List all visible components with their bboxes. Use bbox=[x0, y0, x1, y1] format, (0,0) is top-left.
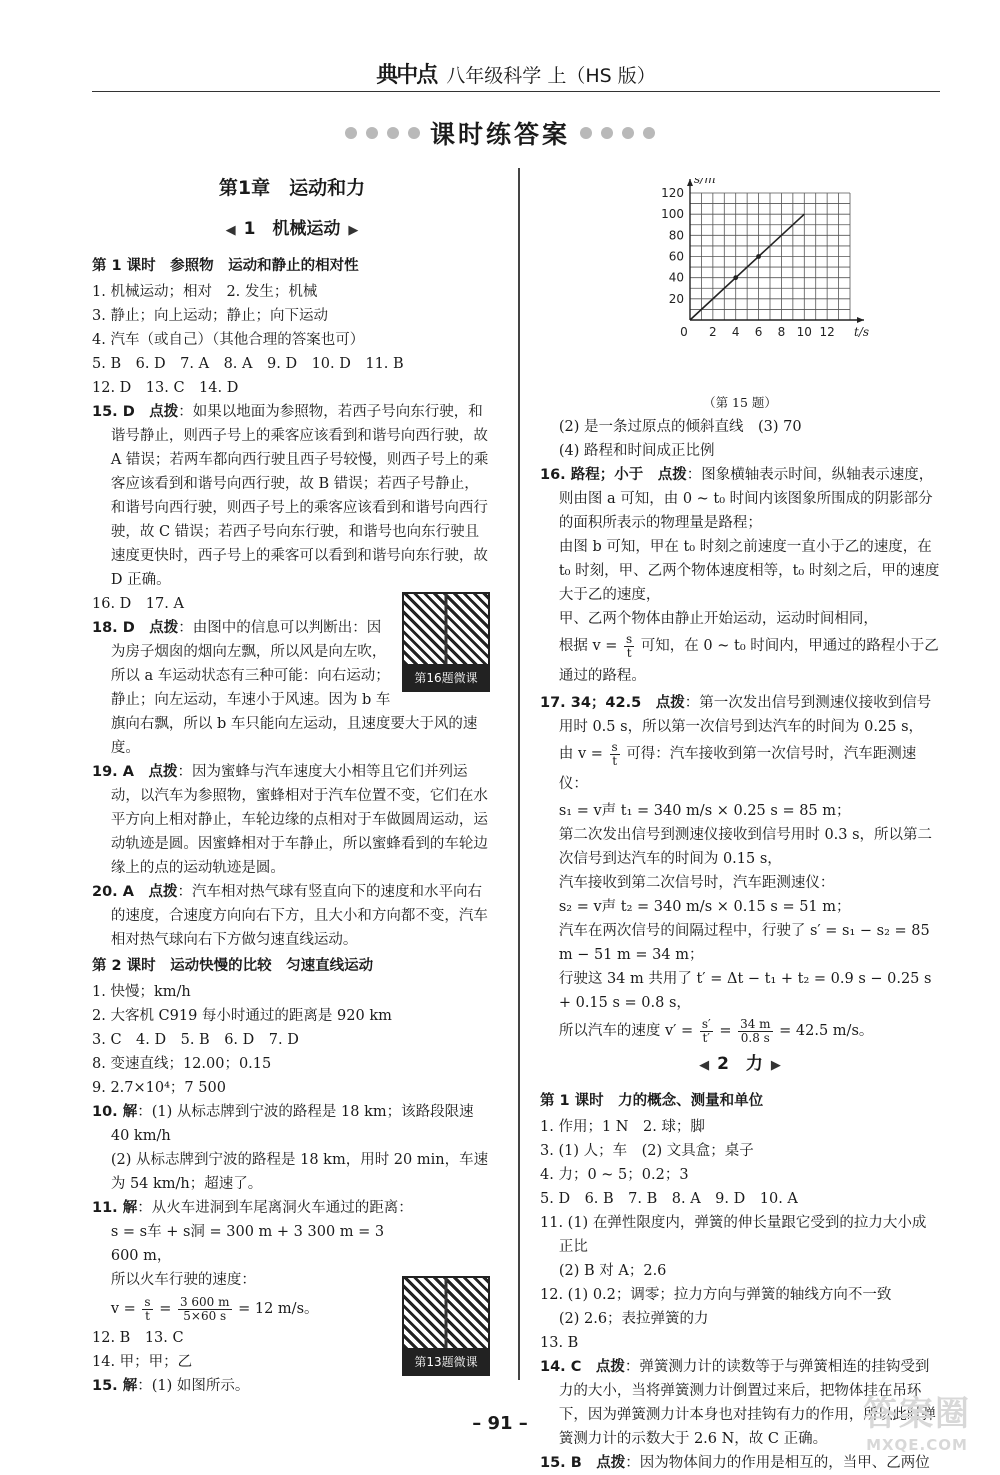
section-name: 力 bbox=[745, 1054, 763, 1074]
x-axis-label: t/s bbox=[854, 325, 870, 339]
left-arrow-icon: ◀ bbox=[699, 1058, 710, 1073]
y-tick-label: 100 bbox=[661, 207, 684, 222]
brand-logo: 典中点 bbox=[376, 63, 437, 88]
answer-line: 所以火车行驶的速度： bbox=[110, 1272, 256, 1288]
answer-text: ：弹簧测力计的读数等于与弹簧相连的挂钩受到力的大小，当将弹簧测力计倒置过来后，把物体挂在吊环下，因为弹簧测力计本身也对挂钩有力的作用，所以此时弹簧测力计的示数大于 2.6 N，故 C 正确。 bbox=[558, 1359, 936, 1447]
question-number: 20. A bbox=[92, 884, 134, 900]
answer-text: ：如果以地面为参照物，若西子号向东行驶，和谐号静止，则西子号上的乘客应该看到和谐号向西行驶，故 A 错误；若两车都向西行驶且西子号较慢，则西子号上的乘客应该看到和谐号向西行驶，故 B 错误；若西子号静止，和谐号向西行驶，则西子号上的乘客应该看到和谐号向西行驶，故 C 错误；若西子号向东行驶，和谐号也向东行驶且速度更快时，西子号上的乘客可以看到和谐号向东行驶，故 D 正确。 bbox=[110, 404, 489, 588]
question-number: 14. C bbox=[540, 1359, 582, 1375]
answer-text: ：因为蜜蜂与汽车速度大小相等且它们并列运动，以汽车为参照物，蜜蜂相对于汽车位置不变，它们在水平方向上相对静止，车轮边缘的点相对于车做圆周运动，运动轨迹是圆。因蜜蜂相对于车静止，所以蜜蜂看到的车轮边缘上的点的运动轨迹是圆。 bbox=[110, 764, 488, 876]
right-arrow-icon: ▶ bbox=[770, 1058, 781, 1073]
answer-text: ：(1) 从标志牌到宁波的路程是 18 km；该路段限速 40 km/h bbox=[110, 1104, 474, 1144]
page-header bbox=[92, 57, 940, 89]
answer-text: ：因为物体间力的作用是相互的，当甲、乙两位 bbox=[625, 1455, 930, 1471]
qr-code-image bbox=[402, 592, 490, 666]
question-number: 15. 解 bbox=[92, 1378, 138, 1394]
answer-q19 bbox=[92, 760, 492, 880]
question-number: 11. 解 bbox=[92, 1200, 138, 1216]
lesson-title: 第 1 课时 参照物 运动和静止的相对性 bbox=[92, 258, 359, 274]
section-name: 机械运动 bbox=[272, 219, 341, 239]
answer-q17 bbox=[540, 691, 940, 739]
answer-q10 bbox=[92, 1100, 492, 1148]
answer-line: 5. B 6. D 7. A 8. A 9. D 10. D 11. B bbox=[92, 356, 404, 372]
qr-caption: 第13题微课 bbox=[402, 1350, 490, 1376]
qr-caption: 第16题微课 bbox=[402, 666, 490, 692]
left-arrow-icon: ◀ bbox=[225, 223, 236, 238]
answer-line: 4. 力；0 ~ 5；0.2；3 bbox=[540, 1167, 689, 1183]
answer-text: 汽车接收到第二次信号时，汽车距测速仪： bbox=[558, 875, 835, 891]
answer-q16 bbox=[540, 463, 940, 535]
answer-text: 由图 b 可知，甲在 t₀ 时刻之前速度一直小于乙的速度，在 t₀ 时刻，甲、乙两个物体速度相等，t₀ 时刻之后，甲的速度大于乙的速度， bbox=[558, 539, 940, 603]
y-axis-arrow bbox=[687, 179, 693, 186]
hint-label: 点拨 bbox=[148, 764, 178, 780]
data-point bbox=[756, 254, 761, 259]
answer-text: ：由图中的信息可以判断出：因为房子烟囱的烟向左飘，所以风是向左吹，所以 a 车运动状态有三种可能：向右运动；静止；向左运动，车速小于风速。因为 b 车旗向右飘，所以 b 车只能向左运动，且速度要大于风的速度。 bbox=[110, 620, 478, 756]
page-number: – 91 – bbox=[472, 1413, 528, 1434]
answer-q12: 12. (1) 0.2；调零；拉力方向与弹簧的轴线方向不一致 bbox=[540, 1287, 892, 1303]
answer-text: 甲、乙两个物体由静止开始运动，运动时间相同， bbox=[558, 611, 878, 627]
answer-text: ：图象横轴表示时间，纵轴表示速度，则由图 a 可知，由 0 ~ t₀ 时间内该图象所围成的阴影部分的面积所表示的物理量是路程； bbox=[558, 467, 934, 531]
lesson-title: 第 2 课时 运动快慢的比较 匀速直线运动 bbox=[92, 958, 374, 974]
fraction: $\frac{3 600 m}{5\times 60 s}$ bbox=[179, 1294, 230, 1323]
answer-text: ：(1) 如图所示。 bbox=[137, 1378, 250, 1394]
hint-label: 点拨 bbox=[657, 467, 687, 483]
fraction: $\frac{s'}{t'}$ bbox=[701, 1016, 711, 1045]
answer-q12-part2: (2) 2.6；表拉弹簧的力 bbox=[558, 1311, 709, 1327]
main-title-text: 课时练答案 bbox=[429, 120, 570, 149]
hint-label: 点拨 bbox=[148, 884, 178, 900]
section-number: 1 bbox=[243, 219, 256, 239]
formula-line: 由 v = $\frac{s}{t}$ 可得：汽车接收到第一次信号时，汽车距测速仪： bbox=[558, 739, 917, 792]
x-tick-label: 6 bbox=[754, 325, 763, 339]
answer-text: ：从火车进洞到车尾离洞火车通过的距离： bbox=[137, 1200, 413, 1216]
hint-label: 点拨 bbox=[596, 1455, 626, 1471]
left-column bbox=[92, 172, 492, 1398]
question-number: 17. 34；42.5 bbox=[540, 695, 642, 711]
main-title bbox=[330, 113, 670, 153]
y-tick-label: 80 bbox=[668, 228, 684, 243]
formula-line: 汽车在两次信号的间隔过程中，行驶了 s′ = s₁ − s₂ = 85 m − 51 m = 34 m； bbox=[558, 923, 930, 963]
qr-code[interactable] bbox=[400, 592, 492, 692]
st-graph bbox=[540, 178, 940, 393]
right-column bbox=[540, 178, 940, 1475]
answer-text: ：第一次发出信号到测速仪接收到信号用时 0.5 s，所以第一次信号到达汽车的时间为 0.25 s， bbox=[558, 695, 932, 735]
answer-q11: 11. (1) 在弹性限度内，弹簧的伸长量跟它受到的拉力大小成正比 bbox=[540, 1215, 927, 1255]
header-rule bbox=[92, 91, 940, 92]
answer-line: 14. 甲；甲；乙 bbox=[92, 1354, 193, 1370]
x-tick-label: 4 bbox=[731, 325, 740, 339]
answer-line: 12. B 13. C bbox=[92, 1330, 184, 1346]
y-tick-label: 20 bbox=[668, 291, 684, 306]
formula-line: 根据 v = $\frac{s}{t}$ 可知，在 0 ~ t₀ 时间内，甲通过的路程小于乙通过的路程。 bbox=[558, 631, 939, 684]
answer-q15-part bbox=[92, 1374, 492, 1398]
answer-text: 第二次发出信号到测速仪接收到信号用时 0.3 s，所以第二次信号到达汽车的时间为 0.15 s， bbox=[558, 827, 933, 867]
x-axis-arrow bbox=[857, 317, 864, 323]
right-dots bbox=[580, 127, 655, 139]
y-axis-label: s/m bbox=[694, 178, 716, 186]
answer-line: 12. D 13. C 14. D bbox=[92, 380, 239, 396]
formula-line: 所以汽车的速度 v′ = $\frac{s'}{t'}$ = $\frac{34 m}{0.8 s}$ = 42.5 m/s。 bbox=[558, 1016, 874, 1045]
section-heading bbox=[540, 1051, 940, 1079]
formula-line: s₂ = v声 t₂ = 340 m/s × 0.15 s = 51 m； bbox=[558, 899, 851, 915]
answer-q11-part2: (2) B 对 A；2.6 bbox=[558, 1263, 667, 1279]
answer-line: 4. 汽车（或自己）（其他合理的答案也可） bbox=[92, 332, 365, 348]
answer-line: 1. 快慢；km/h bbox=[92, 984, 191, 1000]
hint-label: 点拨 bbox=[595, 1359, 625, 1375]
answer-line: 9. 2.7×10⁴；7 500 bbox=[92, 1080, 226, 1096]
hint-label: 点拨 bbox=[149, 404, 179, 420]
figure-caption: （第 15 题） bbox=[703, 395, 777, 410]
left-dots bbox=[345, 127, 420, 139]
x-tick-label: 0 bbox=[680, 325, 688, 339]
fraction: $\frac{s}{t}$ bbox=[626, 631, 633, 660]
x-tick-label: 10 bbox=[796, 325, 812, 339]
question-number: 18. D bbox=[92, 620, 135, 636]
answer-line: 3. 静止；向上运动；静止；向下运动 bbox=[92, 308, 328, 324]
question-number: 19. A bbox=[92, 764, 134, 780]
answer-text: ：汽车相对热气球有竖直向下的速度和水平向右的速度，合速度方向向右下方，且大小和方向都不变，汽车相对热气球向右下方做匀速直线运动。 bbox=[110, 884, 488, 948]
y-tick-label: 60 bbox=[668, 249, 684, 264]
answer-line: 5. D 6. B 7. B 8. A 9. D 10. A bbox=[540, 1191, 798, 1207]
hint-label: 点拨 bbox=[149, 620, 179, 636]
fraction: $\frac{34 m}{0.8 s}$ bbox=[740, 1016, 771, 1045]
y-tick-label: 40 bbox=[668, 270, 684, 285]
answer-q15 bbox=[92, 400, 492, 592]
question-number: 15. B bbox=[540, 1455, 582, 1471]
answer-line: (2) 是一条过原点的倾斜直线 (3) 70 bbox=[558, 419, 802, 435]
x-tick-label: 8 bbox=[777, 325, 786, 339]
answer-q20 bbox=[92, 880, 492, 952]
answer-line: (4) 路程和时间成正比例 bbox=[558, 443, 715, 459]
answer-q10-part2: (2) 从标志牌到宁波的路程是 18 km，用时 20 min，车速为 54 km/h；超速了。 bbox=[110, 1152, 489, 1192]
answer-line: 8. 变速直线；12.00；0.15 bbox=[92, 1056, 272, 1072]
column-divider bbox=[518, 168, 520, 1380]
answer-q13: 13. B bbox=[540, 1335, 579, 1351]
question-number: 16. 路程；小于 bbox=[540, 467, 644, 483]
answer-line: 1. 作用；1 N 2. 球；脚 bbox=[540, 1119, 705, 1135]
formula-line: s₁ = v声 t₁ = 340 m/s × 0.25 s = 85 m； bbox=[558, 803, 851, 819]
answer-line: 16. D 17. A bbox=[92, 596, 184, 612]
qr-code[interactable] bbox=[400, 1276, 492, 1376]
x-tick-label: 2 bbox=[709, 325, 717, 339]
hint-label: 点拨 bbox=[655, 695, 685, 711]
formula-line: 行驶这 34 m 共用了 t′ = Δt − t₁ + t₂ = 0.9 s − 0.25 s + 0.15 s = 0.8 s， bbox=[558, 971, 932, 1011]
formula-line: s = s车 + s洞 = 300 m + 3 300 m = 3 600 m， bbox=[110, 1224, 385, 1264]
qr-code-image bbox=[402, 1276, 490, 1350]
answer-line: 3. C 4. D 5. B 6. D 7. D bbox=[92, 1032, 299, 1048]
question-number: 15. D bbox=[92, 404, 135, 420]
lesson-title: 第 1 课时 力的概念、测量和单位 bbox=[540, 1093, 764, 1109]
x-tick-label: 12 bbox=[819, 325, 835, 339]
fraction: $\frac{s}{t}$ bbox=[144, 1294, 151, 1323]
section-heading bbox=[92, 216, 492, 244]
book-title: 八年级科学 上（HS 版） bbox=[446, 65, 656, 87]
watermark-logo: 答案圈 MXQE.COM bbox=[863, 1394, 971, 1454]
answer-line: 3. (1) 人；车 (2) 文具盒；桌子 bbox=[540, 1143, 754, 1159]
section-number: 2 bbox=[717, 1054, 729, 1074]
y-tick-label: 120 bbox=[661, 186, 684, 200]
chapter-title: 第1章 运动和力 bbox=[218, 177, 366, 199]
formula-line: v = $\frac{s}{t}$ = $\frac{3 600 m}{5\times 60 s}$ = 12 m/s。 bbox=[110, 1294, 319, 1323]
data-point bbox=[733, 275, 738, 280]
answer-q11 bbox=[92, 1196, 492, 1220]
right-arrow-icon: ▶ bbox=[348, 223, 359, 238]
answer-line: 2. 大客机 C919 每小时通过的距离是 920 km bbox=[92, 1008, 392, 1024]
st-graph-svg bbox=[540, 178, 940, 393]
answer-line: 1. 机械运动；相对 2. 发生；机械 bbox=[92, 284, 318, 300]
question-number: 10. 解 bbox=[92, 1104, 138, 1120]
fraction: $\frac{s}{t}$ bbox=[611, 739, 618, 768]
